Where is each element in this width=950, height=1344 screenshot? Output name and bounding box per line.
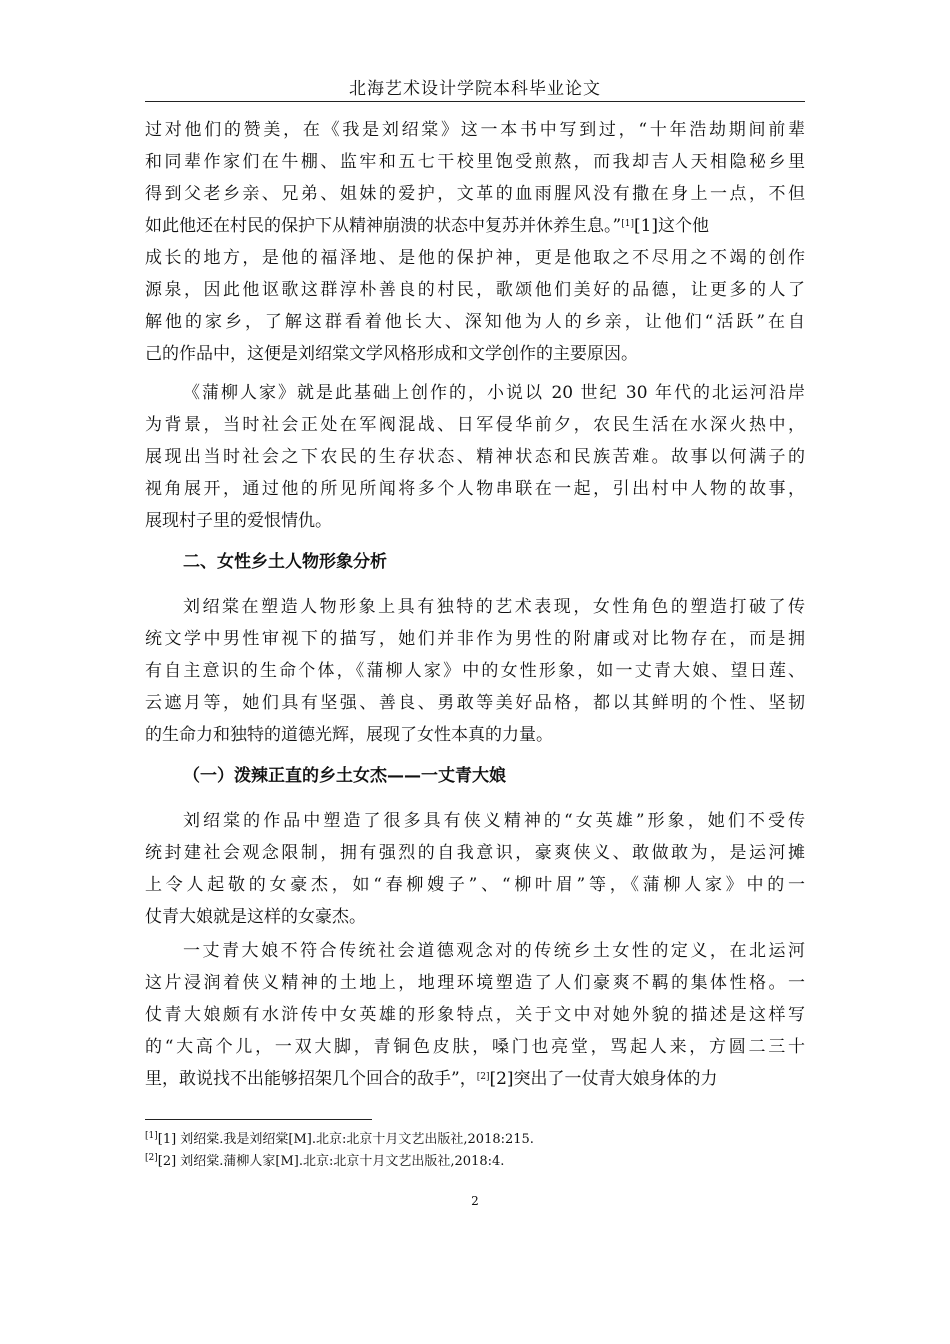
body-text-line: 这片浸润着侠义精神的土地上，地理环境塑造了人们豪爽不羁的集体性格。一 — [145, 973, 805, 993]
body-text-line: 云遮月等，她们具有坚强、善良、勇敢等美好品格，都以其鲜明的个性、坚韧 — [145, 693, 805, 713]
footnote-reference-1[interactable]: [1] — [621, 219, 634, 229]
header-divider — [145, 101, 805, 102]
body-text-line: 己的作品中，这便是刘绍棠文学风格形成和文学创作的主要原因。 — [145, 344, 638, 364]
body-text-line: 刘绍棠的作品中塑造了很多具有侠义精神的“女英雄”形象，她们不受传 — [183, 811, 805, 831]
body-text-line: 过对他们的赞美，在《我是刘绍棠》这一本书中写到过，“十年浩劫期间前辈 — [145, 120, 805, 140]
footnote-reference-2[interactable]: [2] — [476, 1072, 490, 1082]
page-header-title: 北海艺术设计学院本科毕业论文 — [349, 79, 601, 99]
body-text-line: 仗青大娘颇有水浒传中女英雄的形象特点，关于文中对她外貌的描述是这样写 — [145, 1005, 805, 1025]
body-text-line: 的生命力和独特的道德光辉，展现了女性本真的力量。 — [145, 725, 553, 745]
body-text-line-with-citation — [145, 1063, 805, 1095]
body-text-segment: [1]这个他 — [633, 216, 710, 236]
body-text-segment: 里，敢说找不出能够招架几个回合的敌手”， — [145, 1069, 477, 1089]
body-text-line: 统文学中男性审视下的描写，她们并非作为男性的附庸或对比物存在，而是拥 — [145, 629, 805, 649]
body-text-line: 统封建社会观念限制，拥有强烈的自我意识，豪爽侠义、敢做敢为，是运河摊 — [145, 843, 805, 863]
footnote-2 — [145, 1151, 504, 1173]
body-text-line-with-citation — [145, 210, 805, 242]
footnote-text: [1] 刘绍棠.我是刘绍棠[M].北京:北京十月文艺出版社,2018:215. — [157, 1132, 534, 1147]
body-text-segment: 如此他还在村民的保护下从精神崩溃的状态中复苏并休养生息。” — [145, 216, 622, 236]
body-text-line: 有自主意识的生命个体，《蒲柳人家》中的女性形象，如一丈青大娘、望日莲、 — [145, 661, 805, 681]
footnote-1 — [145, 1129, 534, 1151]
body-text-line: 为背景，当时社会正处在军阀混战、日军侵华前夕，农民生活在水深火热中， — [145, 415, 805, 435]
body-text-line: 展现出当时社会之下农民的生存状态、精神状态和民族苦难。故事以何满子的 — [145, 447, 805, 467]
body-text-line: 解他的家乡，了解这群看着他长大、深知他为人的乡亲，让他们“活跃”在自 — [145, 312, 805, 332]
page-number: 2 — [471, 1194, 479, 1208]
body-text-line: 和同辈作家们在牛棚、监牢和五七干校里饱受煎熬，而我却吉人天相隐秘乡里 — [145, 152, 805, 172]
body-text-line: 展现村子里的爱恨情仇。 — [145, 511, 332, 531]
footnote-divider — [145, 1119, 372, 1120]
body-text-line: 《蒲柳人家》就是此基础上创作的，小说以 20 世纪 30 年代的北运河沿岸 — [183, 383, 805, 403]
body-text-line: 上令人起敬的女豪杰，如“春柳嫂子”、“柳叶眉”等，《蒲柳人家》中的一 — [145, 875, 805, 895]
body-text-line: 仗青大娘就是这样的女豪杰。 — [145, 907, 366, 927]
footnote-mark: [2] — [145, 1153, 158, 1163]
section-heading: 二、女性乡土人物形象分析 — [183, 552, 387, 572]
body-text-line: 刘绍棠在塑造人物形象上具有独特的艺术表现，女性角色的塑造打破了传 — [183, 597, 805, 617]
subsection-heading: （一）泼辣正直的乡土女杰——一丈青大娘 — [183, 766, 506, 786]
body-text-line: 的“大高个儿，一双大脚，青铜色皮肤，嗓门也亮堂，骂起人来，方圆二三十 — [145, 1037, 805, 1057]
body-text-line: 源泉，因此他讴歌这群淳朴善良的村民，歌颂他们美好的品德，让更多的人了 — [145, 280, 805, 300]
footnote-text: [2] 刘绍棠.蒲柳人家[M].北京:北京十月文艺出版社,2018:4. — [157, 1154, 505, 1169]
body-text-line: 得到父老乡亲、兄弟、姐妹的爱护，文革的血雨腥风没有撒在身上一点，不但 — [145, 184, 805, 204]
body-text-line: 视角展开，通过他的所见所闻将多个人物串联在一起，引出村中人物的故事， — [145, 479, 805, 499]
body-text-line: 一丈青大娘不符合传统社会道德观念对的传统乡土女性的定义，在北运河 — [183, 941, 805, 961]
footnote-mark: [1] — [145, 1131, 158, 1141]
body-text-segment: [2]突出了一仗青大娘身体的力 — [489, 1069, 718, 1089]
body-text-line: 成长的地方，是他的福泽地、是他的保护神，更是他取之不尽用之不竭的创作 — [145, 248, 805, 268]
